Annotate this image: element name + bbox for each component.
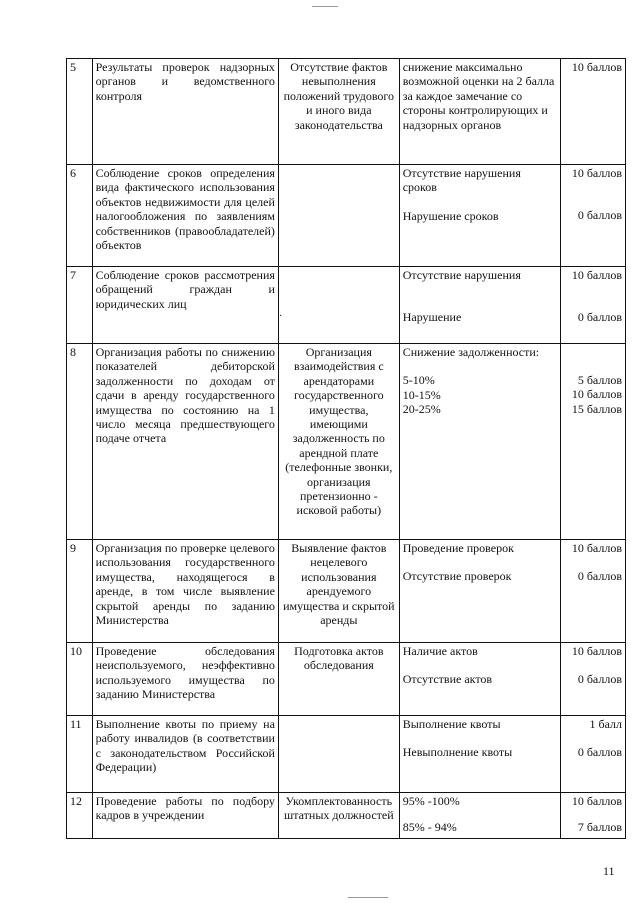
page-number: 11 xyxy=(603,864,615,878)
row-number: 5 xyxy=(67,59,93,165)
condition-text: снижение максимально возможной оценки на 2 балла за каждое замечание со стороны контролирующих и надзорных органов xyxy=(402,60,555,132)
activity-cell xyxy=(278,267,399,344)
score-value: 10 баллов xyxy=(571,387,622,402)
condition-cell xyxy=(399,643,561,716)
scan-artifact-bottom xyxy=(348,897,388,898)
condition-cell xyxy=(399,59,561,165)
condition-cell xyxy=(399,344,561,540)
score-value: 10 баллов xyxy=(571,794,622,808)
criteria-table xyxy=(66,58,626,839)
activity-cell: Отсутствие фактов невыполнения положений трудового и иного вида законодательства xyxy=(278,59,399,165)
activity-cell: Организация взаимодействия с арендаторами государственного имущества, имеющими задолженность по арендной плате (телефонные звонки, организация претензионно - исковой работы) xyxy=(278,344,399,540)
criterion-name: Соблюдение сроков определения вида фактического использования объектов недвижимости для целей налогообложения по заявлениям собственников (правообладателей) объектов xyxy=(92,165,278,267)
condition-text: Отсутствие нарушения сроков xyxy=(402,166,521,195)
table-row xyxy=(67,540,626,643)
score-cell xyxy=(561,793,626,839)
criterion-name: Проведение обследования неиспользуемого, неэффективно используемого имущества по заданию Министерства xyxy=(92,643,278,716)
condition-text: Невыполнение квоты xyxy=(402,745,513,760)
score-value: 0 баллов xyxy=(577,569,622,584)
condition-text: Нарушение сроков xyxy=(402,208,499,223)
activity-cell: Подготовка актов обследования xyxy=(278,643,399,716)
table-row xyxy=(67,267,626,344)
activity-cell: Укомплектованность штатных должностей xyxy=(278,793,399,839)
score-value: 10 баллов xyxy=(571,644,622,658)
score-cell xyxy=(561,59,626,165)
table-row xyxy=(67,716,626,793)
table-row xyxy=(67,643,626,716)
condition-text: Нарушение xyxy=(402,310,462,325)
condition-text: Наличие актов xyxy=(402,644,478,658)
score-value: 10 баллов xyxy=(571,541,622,555)
score-cell xyxy=(561,643,626,716)
condition-text: Отсутствие нарушения xyxy=(402,268,521,282)
stray-dot-mark: · xyxy=(279,311,283,322)
score-value: 10 баллов xyxy=(571,60,622,74)
score-cell xyxy=(561,716,626,793)
score-cell xyxy=(561,540,626,643)
activity-cell xyxy=(278,716,399,793)
row-number: 9 xyxy=(67,540,93,643)
score-value: 7 баллов xyxy=(577,820,622,835)
criterion-name: Организация работы по снижению показателей дебиторской задолженности по доходам от сдачи в аренду государственного имущества по состоянию на 1 число месяца предшествующего подаче отчета xyxy=(92,344,278,540)
criterion-name: Выполнение квоты по приему на работу инвалидов (в соответствии с законодательством Российской Федерации) xyxy=(92,716,278,793)
criterion-name: Соблюдение сроков рассмотрения обращений граждан и юридических лиц xyxy=(92,267,278,344)
condition-text: Отсутствие актов xyxy=(402,672,493,687)
score-value: 0 баллов xyxy=(577,672,622,687)
score-cell xyxy=(561,267,626,344)
row-number: 12 xyxy=(67,793,93,839)
score-value: 5 баллов xyxy=(577,373,622,387)
criterion-name: Проведение работы по подбору кадров в учреждении xyxy=(92,793,278,839)
score-value: 10 баллов xyxy=(571,166,622,180)
row-number: 11 xyxy=(67,716,93,793)
score-cell xyxy=(561,165,626,267)
row-number: 7 xyxy=(67,267,93,344)
score-value: 0 баллов xyxy=(577,208,622,223)
condition-text: Проведение проверок xyxy=(402,541,514,555)
condition-text: Выполнение квоты xyxy=(402,717,501,731)
criterion-name: Результаты проверок надзорных органов и ведомственного контроля xyxy=(92,59,278,165)
row-number: 10 xyxy=(67,643,93,716)
condition-text: 85% - 94% xyxy=(402,820,457,835)
condition-text: 10-15% xyxy=(402,387,441,402)
condition-cell xyxy=(399,716,561,793)
row-number: 8 xyxy=(67,344,93,540)
condition-cell xyxy=(399,793,561,839)
table-row xyxy=(67,59,626,165)
score-value: 0 баллов xyxy=(577,310,622,325)
score-cell xyxy=(561,344,626,540)
row-number: 6 xyxy=(67,165,93,267)
condition-cell xyxy=(399,267,561,344)
table-row xyxy=(67,165,626,267)
score-value: 0 баллов xyxy=(577,745,622,760)
condition-text: Отсутствие проверок xyxy=(402,569,512,584)
score-value: 10 баллов xyxy=(571,268,622,282)
score-value: 1 балл xyxy=(589,717,622,731)
criterion-name: Организация по проверке целевого использования государственного имущества, находящегося в аренде, в том числе выявление скрытой аренды по заданию Министерства xyxy=(92,540,278,643)
scan-artifact-top xyxy=(312,6,338,7)
condition-cell xyxy=(399,540,561,643)
activity-cell xyxy=(278,165,399,267)
table-row xyxy=(67,344,626,540)
score-value: 15 баллов xyxy=(571,401,622,416)
table-row xyxy=(67,793,626,839)
condition-text: 95% -100% xyxy=(402,794,460,808)
condition-text: 5-10% xyxy=(402,373,435,388)
condition-text: 20-25% xyxy=(402,402,441,417)
activity-cell: Выявление фактов нецелевого использования арендуемого имущества и скрытой аренды xyxy=(278,540,399,643)
condition-cell xyxy=(399,165,561,267)
condition-title: Снижение задолженности: xyxy=(402,345,540,359)
